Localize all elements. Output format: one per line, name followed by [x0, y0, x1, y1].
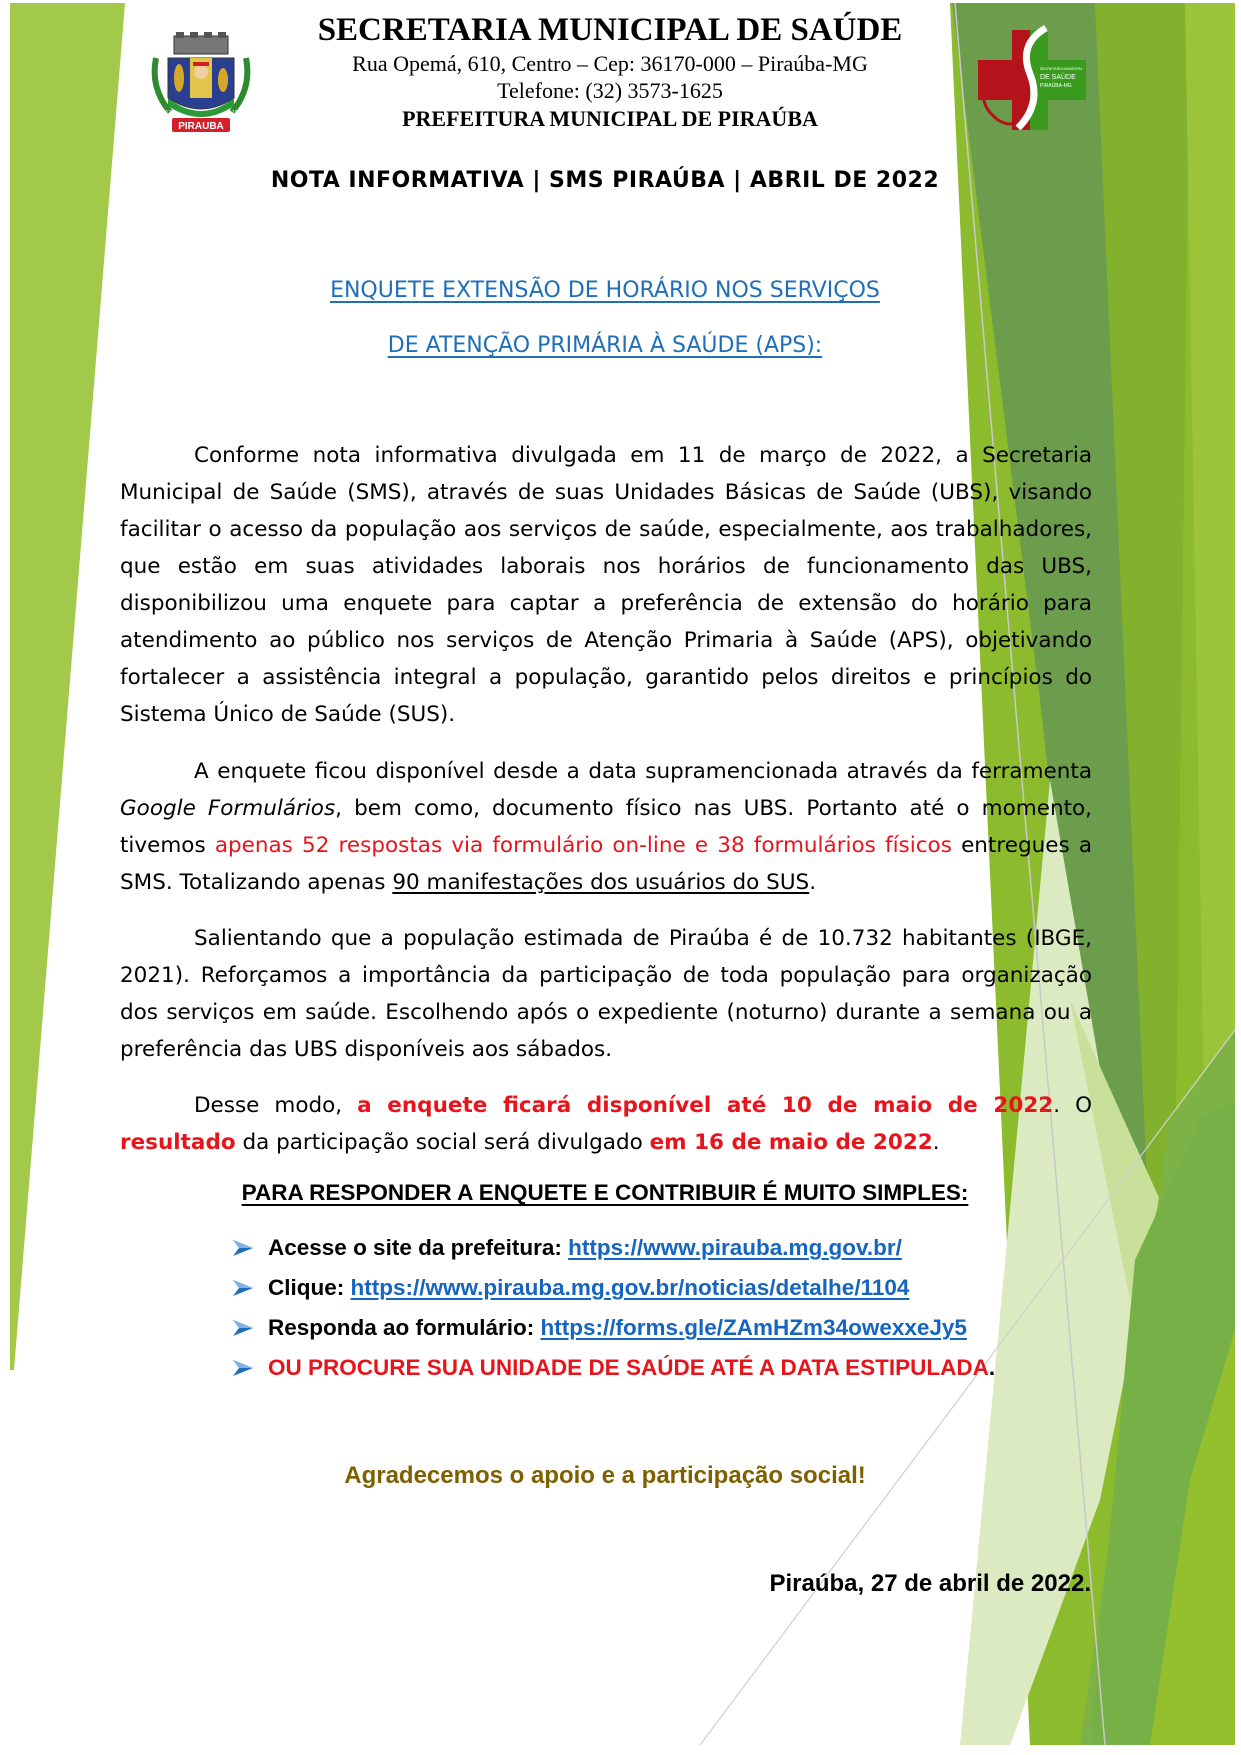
list-item: [232, 1268, 995, 1308]
instruction-visit-unit: OU PROCURE SUA UNIDADE DE SAÚDE ATÉ A DATA ESTIPULADA: [268, 1355, 989, 1380]
p4-text-b: . O: [1053, 1093, 1092, 1118]
survey-title-line2: DE ATENÇÃO PRIMÁRIA À SAÚDE (APS):: [387, 333, 823, 358]
instruction-label-form: Responda ao formulário:: [268, 1315, 535, 1340]
link-news-detail[interactable]: https://www.pirauba.mg.gov.br/noticias/detalhe/1104: [350, 1275, 910, 1300]
arrow-bullet-icon: [232, 1279, 254, 1297]
letterhead-prefeitura: PREFEITURA MUNICIPAL DE PIRAÚBA: [402, 105, 818, 131]
letterhead-address: Rua Opemá, 610, Centro – Cep: 36170-000 – Piraúba-MG: [352, 51, 868, 77]
signature-date: Piraúba, 27 de abril de 2022.: [769, 1570, 1091, 1597]
result-highlight: resultado: [120, 1130, 236, 1155]
paragraph-responses-text: [120, 753, 1092, 901]
responses-count-highlight: apenas 52 respostas via formulário on-line e 38 formulários físicos: [214, 833, 952, 858]
list-item: [232, 1228, 995, 1268]
arrow-bullet-icon: [232, 1319, 254, 1337]
letterhead-title: SECRETARIA MUNICIPAL DE SAÚDE: [317, 12, 903, 48]
crest-label: PIRAUBA: [178, 121, 224, 132]
instructions-heading: PARA RESPONDER A ENQUETE E CONTRIBUIR É MUITO SIMPLES:: [241, 1180, 969, 1205]
p2-text-a: A enquete ficou disponível desde a data supramencionada através da ferramenta: [194, 759, 1092, 784]
thanks-message: Agradecemos o apoio e a participação social!: [344, 1462, 866, 1489]
paragraph-intro: [120, 437, 1092, 751]
instruction-visit-unit-suffix: .: [988, 1355, 996, 1380]
p4-text-a: Desse modo,: [194, 1093, 358, 1118]
paragraph-deadline: [120, 1087, 1092, 1179]
p2-text-d: .: [809, 870, 817, 895]
list-item: [232, 1308, 995, 1348]
link-google-form[interactable]: https://forms.gle/ZAmHZm34owexxeJy5: [540, 1315, 967, 1340]
link-prefeitura-site[interactable]: https://www.pirauba.mg.gov.br/: [568, 1235, 902, 1260]
instruction-label-click: Clique:: [268, 1275, 345, 1300]
letterhead: [260, 12, 960, 131]
p4-text-c: da participação social será divulgado: [235, 1130, 650, 1155]
sms-logo-line1: SECRETARIA MUNICIPAL: [1040, 67, 1083, 71]
arrow-bullet-icon: [232, 1359, 254, 1377]
sms-health-logo: [978, 24, 1088, 130]
result-date-highlight: em 16 de maio de 2022: [649, 1130, 933, 1155]
instructions-list: [232, 1228, 995, 1388]
google-forms-mention: Google Formulários: [120, 796, 336, 821]
crest-year-right: 1953: [232, 110, 244, 116]
total-manifestations: 90 manifestações dos usuários do SUS: [392, 870, 810, 895]
crest-year-left: 1212: [160, 110, 172, 116]
p4-text-d: .: [932, 1130, 940, 1155]
instruction-label-site: Acesse o site da prefeitura:: [268, 1235, 562, 1260]
paragraph-population-text: Salientando que a população estimada de Piraúba é de 10.732 habitantes (IBGE, 2021). Reforçamos a importância da participação de toda população para organização dos serviços em saúde. Escolhendo após o expediente (noturno) durante a semana ou a preferência das UBS disponíveis aos sábados.: [120, 926, 1092, 1062]
deadline-highlight: a enquete ficará disponível até 10 de maio de 2022: [357, 1093, 1054, 1118]
paragraph-intro-text: Conforme nota informativa divulgada em 11 de março de 2022, a Secretaria Municipal de Saúde (SMS), através de suas Unidades Básicas de Saúde (UBS), visando facilitar o acesso da população aos serviços de saúde, especialmente, aos trabalhadores, que estão em suas atividades laborais nos horários de funcionamento das UBS, disponibilizou uma enquete para captar a preferência de extensão do horário para atendimento ao público nos serviços de Atenção Primaria à Saúde (APS), objetivando fortalecer a assistência integral a população, garantido pelos direitos e princípios do Sistema Único de Saúde (SUS).: [120, 443, 1092, 727]
survey-title-line1: ENQUETE EXTENSÃO DE HORÁRIO NOS SERVIÇOS: [330, 278, 880, 303]
letterhead-phone: Telefone: (32) 3573-1625: [497, 78, 723, 104]
arrow-bullet-icon: [232, 1239, 254, 1257]
paragraph-deadline-text: [120, 1087, 1092, 1161]
pirauba-coat-of-arms: [146, 28, 256, 136]
p2-text-b: , bem como, documento físico nas UBS. Portanto até o momento, tivemos: [120, 796, 1092, 858]
paragraph-responses: [120, 753, 1092, 919]
sms-logo-line2: DE SAÚDE: [1040, 74, 1076, 81]
paragraph-population: [120, 920, 1092, 1086]
nota-heading: NOTA INFORMATIVA | SMS PIRAÚBA | ABRIL DE 2022: [270, 168, 940, 193]
sms-logo-line3: PIRAÚBA-MG: [1040, 83, 1072, 89]
list-item: [232, 1348, 995, 1388]
left-green-wedge: [10, 3, 125, 1370]
p2-text-c: entregues a SMS. Totalizando apenas: [120, 833, 1092, 895]
